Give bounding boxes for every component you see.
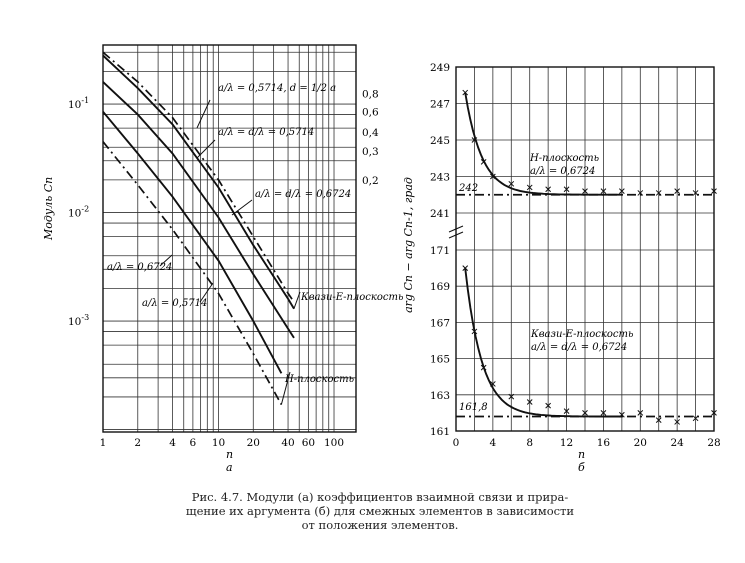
group-label-e-plane: Квази-Е-плоскость — [301, 292, 404, 303]
panel-a-label: а — [226, 461, 233, 474]
x-tick-label: 100 — [323, 437, 345, 449]
y-tick-label: 241 — [429, 208, 450, 220]
panel-a-modulus-chart — [42, 45, 403, 474]
x-tick-label: 4 — [489, 437, 497, 449]
right-scale-label: 0,6 — [362, 106, 379, 119]
group-label-h-plane: Н-плоскость — [285, 374, 355, 385]
label-h-plane-title: Н-плоскость — [530, 153, 600, 164]
y-tick-label: $10^{-1}$ — [68, 96, 90, 112]
x-tick-label: 28 — [707, 437, 721, 449]
panel-a-xlabel: n — [226, 448, 234, 461]
y-tick-label: 171 — [429, 245, 450, 257]
panel-b-xlabel: n — [578, 448, 586, 461]
label-h-asymptote: 242 — [459, 183, 479, 194]
panel-b-ylabel: arg Cn − arg Cn-1, град — [402, 177, 415, 313]
label-e-plane-sub: a/λ = d/λ = 0,6724 — [531, 342, 628, 353]
figure-caption — [150, 490, 610, 532]
x-tick-label: 0 — [452, 437, 460, 449]
right-scale-label: 0,4 — [362, 127, 379, 140]
label-series-4: a/λ = 0,6724 — [107, 262, 173, 273]
label-e-plane-title: Квази-Е-плоскость — [531, 329, 634, 340]
label-h-plane-sub: a/λ = 0,6724 — [530, 166, 596, 177]
y-tick-label: 169 — [429, 281, 450, 294]
x-tick-label: 4 — [169, 437, 176, 449]
y-tick-label: $10^{-2}$ — [68, 204, 90, 220]
label-e-asymptote: 161,8 — [459, 402, 488, 413]
x-tick-label: 12 — [559, 437, 574, 449]
fit-curve-1 — [465, 93, 622, 195]
x-tick-label: 2 — [134, 437, 142, 449]
x-tick-label: 24 — [670, 437, 684, 449]
y-tick-label: 243 — [429, 171, 450, 184]
label-series-1: a/λ = 0,5714, d = 1/2 a — [218, 83, 337, 94]
label-series-2: a/λ = d/λ = 0,5714 — [218, 127, 315, 138]
x-tick-label: 8 — [526, 437, 534, 449]
right-scale-label: 0,2 — [362, 174, 379, 187]
caption-line-2: щение их аргумента (б) для смежных элементов в зависимости — [185, 504, 575, 518]
x-tick-label: 20 — [246, 437, 260, 449]
label-series-3: a/λ = d/λ = 0,6724 — [255, 189, 352, 200]
caption-line-3: от положения элементов. — [301, 518, 459, 532]
panel-b-argument-chart — [402, 62, 721, 474]
y-tick-label: 245 — [429, 135, 450, 147]
y-tick-label: $10^{-3}$ — [68, 313, 90, 329]
y-tick-label: 163 — [429, 389, 450, 402]
leader-line-2 — [197, 140, 215, 158]
y-tick-label: 161 — [429, 426, 450, 438]
y-tick-label: 165 — [429, 353, 450, 366]
caption-line-1: Рис. 4.7. Модули (a) коэффициентов взаимной связи и прира- — [191, 490, 569, 504]
x-tick-label: 60 — [301, 437, 316, 449]
right-scale-label: 0,8 — [362, 88, 379, 101]
x-tick-label: 20 — [633, 437, 647, 449]
y-tick-label: 247 — [429, 98, 450, 111]
x-tick-label: 40 — [281, 437, 295, 449]
right-scale-label: 0,3 — [362, 145, 379, 158]
x-tick-label: 16 — [596, 437, 611, 449]
x-tick-label: 6 — [189, 437, 197, 449]
panel-b-label: б — [578, 461, 585, 474]
panel-a-ylabel: Модуль Cn — [42, 176, 55, 240]
x-tick-label: 10 — [211, 437, 226, 449]
y-tick-label: 167 — [429, 317, 450, 330]
x-tick-label: 1 — [99, 437, 107, 449]
label-series-5: a/λ = 0,5714 — [142, 298, 208, 309]
y-tick-label: 249 — [429, 62, 450, 74]
